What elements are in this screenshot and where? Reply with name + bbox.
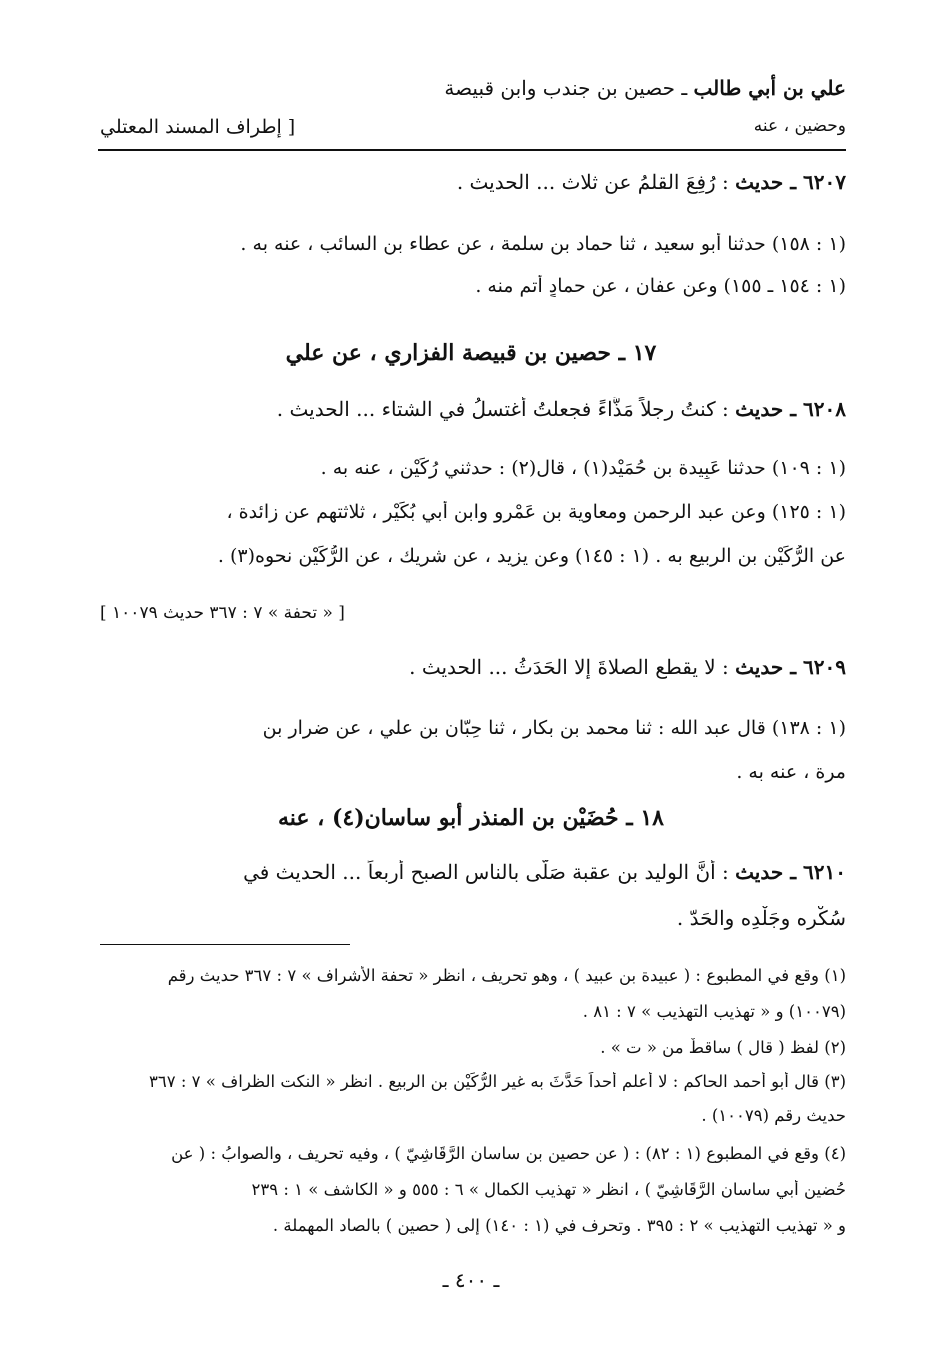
running-header-book-title: [ إطراف المسند المعتلي [100,116,296,138]
running-header-subtitle: وحضين ، عنه [753,116,846,136]
footnote-1-cont: (١٠٠٧٩) و « تهذيب التهذيب » ٧ : ٨١ . [582,1002,846,1021]
hadith-6208: ٦٢٠٨ ـ حديث : كنتُ رجلاً مَذَّاءً فجعلتُ أغتسلُ في الشتاء ... الحديث . [276,397,846,421]
footnote-1: (١) وقع في المطبوع : ( عبيدة بن عبيد ) ، وهو تحريف ، انظر « تحفة الأشراف » ٧ : ٣٦٧ حديث رقم [167,966,846,985]
isnad-line: (١ : ١٢٥) وعن عبد الرحمن ومعاوية بن عَمْرو وابن أبي بُكَيْر ، ثلاثتهم عن زائدة ، [226,501,846,523]
section-heading-18: ١٨ ـ حُضَيْن بن المنذر أبو ساسان(٤) ، عنه [278,805,664,831]
hadith-6209: ٦٢٠٩ ـ حديث : لا يقطع الصلاةَ إلا الحَدَثُ ... الحديث . [409,655,846,679]
page-number: ـ ٤٠٠ ـ [442,1268,500,1292]
section-heading-17: ١٧ ـ حصين بن قبيصة الفزاري ، عن علي [285,340,657,366]
footnote-4-cont: و « تهذيب التهذيب » ٢ : ٣٩٥ . وتحرف في (١ : ١٤٠) إلى ( حصين ) بالصاد المهملة . [272,1216,846,1235]
tuhfa-reference: [ « تحفة » ٧ : ٣٦٧ حديث ١٠٠٧٩ ] [100,603,345,623]
footnote-3: (٣) قال أبو أحمد الحاكم : لا أعلم أحداً حَدَّثَ به غير الرُّكَيْن بن الربيع . انظر « النكت الظراف » ٧ : ٣٦٧ [149,1072,846,1091]
isnad-line: (١ : ١٠٩) حدثنا عَبِيدة بن حُمَيْد(١) ، قال(٢) : حدثني رُكَيْن ، عنه به . [320,457,846,479]
footnote-4-cont: حُضين أبي ساسان الرَّقَاشِيّ ) ، انظر « تهذيب الكمال » ٦ : ٥٥٥ و « الكاشف » ١ : ٢٣٩ [251,1180,846,1199]
isnad-line: عن الرُّكَيْن بن الربيع به . (١ : ١٤٥) وعن يزيد ، عن شريك ، عن الرُّكَيْن نحوه(٣) . [217,545,846,567]
hadith-6207: ٦٢٠٧ ـ حديث : رُفِعَ القلمُ عن ثلاث ... الحديث . [456,170,846,194]
isnad-line: (١ : ١٥٨) حدثنا أبو سعيد ، ثنا حماد بن سلمة ، عن عطاء بن السائب ، عنه به . [240,233,846,255]
footnote-2: (٢) لفظ ( قال ) ساقطٌ من « ت » . [600,1038,846,1057]
hadith-6210: ٦٢١٠ ـ حديث : أنَّ الوليد بن عقبة صَلّى بالناس الصبح أربعاً ... الحديث في [243,860,846,884]
header-rule [98,149,846,151]
hadith-continuation: سُكْرِه وجَلْدِه والحَدّ . [676,906,846,930]
isnad-line: (١ : ١٥٤ ـ ١٥٥) وعن عفان ، عن حمادٍ أتم منه . [475,275,846,297]
footnote-separator [100,944,350,945]
running-header-title: علي بن أبي طالب ـ حصين بن جندب وابن قبيصة [444,76,846,100]
footnote-3-cont: حديث رقم (١٠٠٧٩) . [701,1106,846,1125]
isnad-line: (١ : ١٣٨) قال عبد الله : ثنا محمد بن بكار ، ثنا حِبّان بن علي ، عن ضرار بن [262,717,846,739]
footnote-4: (٤) وقع في المطبوع (١ : ٨٢) : ( عن حصين بن ساسان الرَّقَاشِيّ ) ، وفيه تحريف ، والصوابُ : ( عن [171,1144,846,1163]
isnad-line: مرة ، عنه به . [736,761,846,783]
